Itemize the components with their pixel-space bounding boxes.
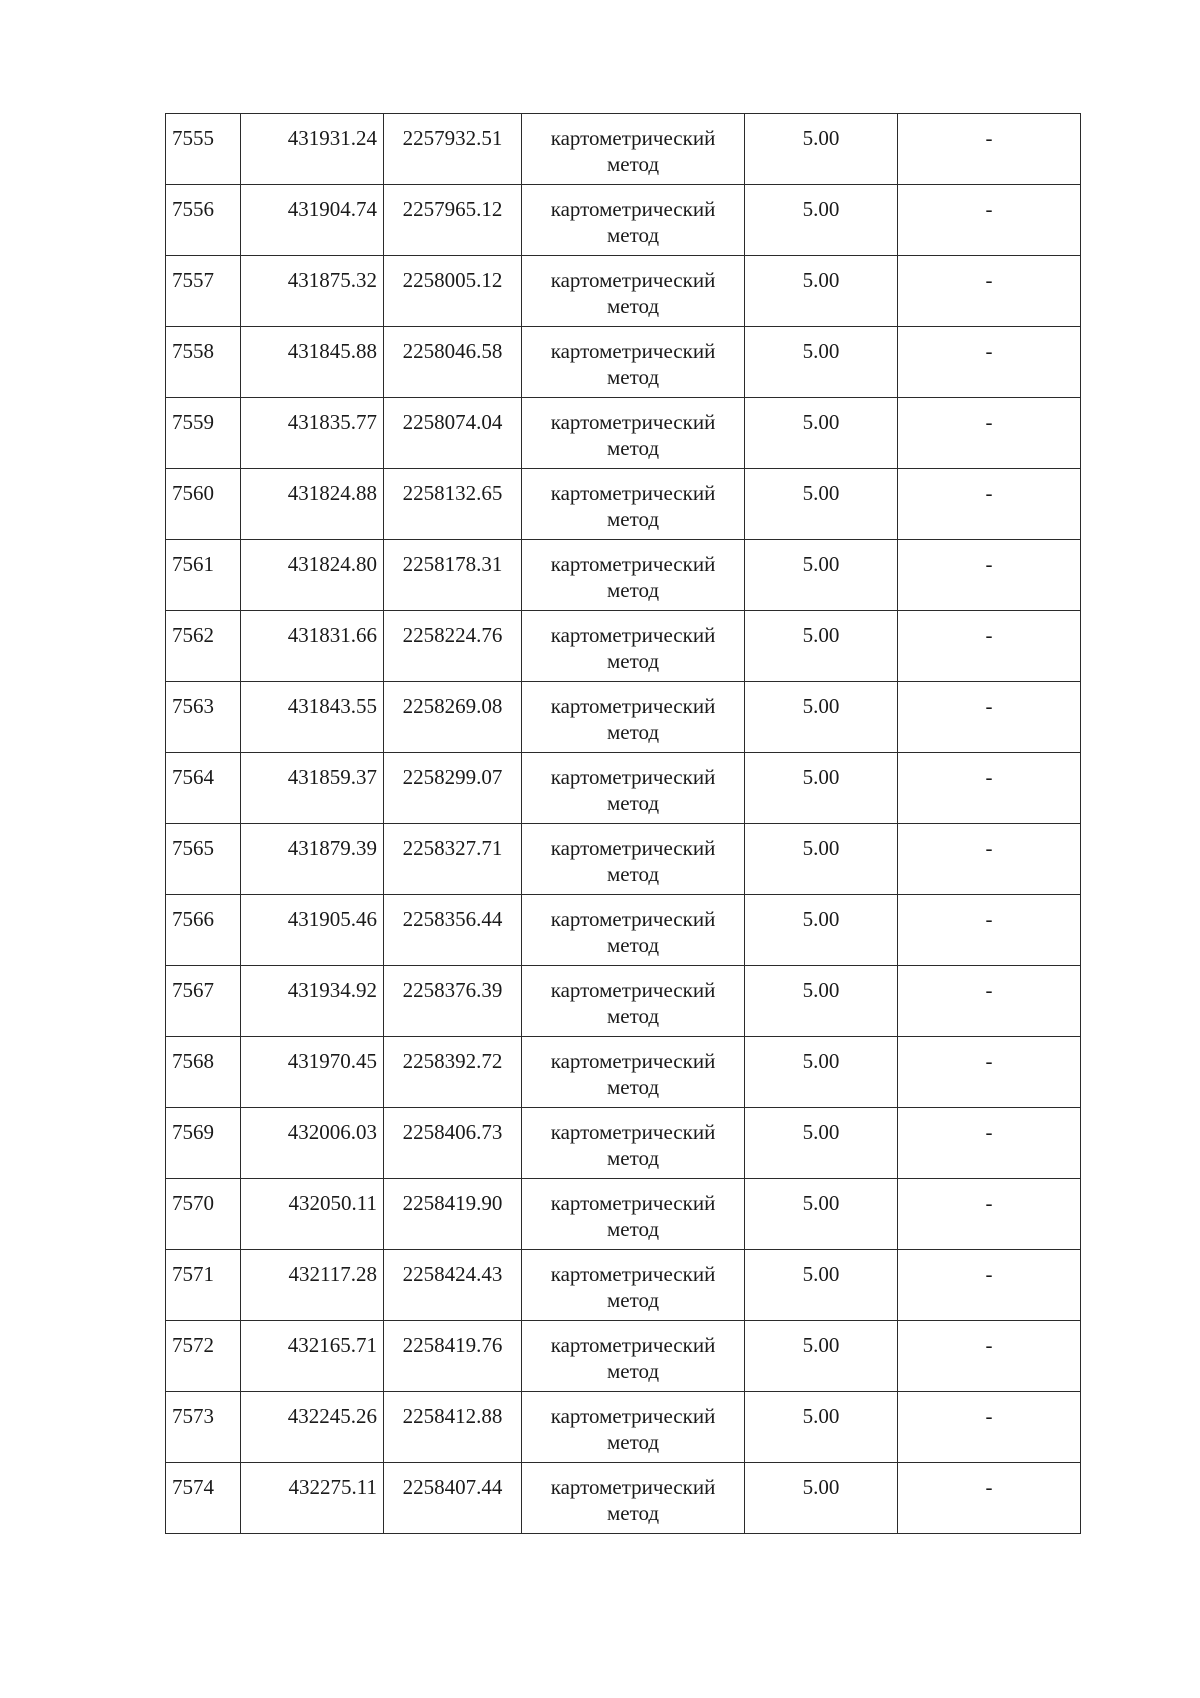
method-cell: картометрический метод — [522, 540, 745, 611]
x-coordinate-cell: 431879.39 — [241, 824, 384, 895]
point-number-cell: 7555 — [166, 114, 241, 185]
note-cell: - — [898, 1179, 1081, 1250]
table-row — [166, 1250, 1081, 1321]
point-number-cell: 7562 — [166, 611, 241, 682]
method-cell: картометрический метод — [522, 824, 745, 895]
method-cell: картометрический метод — [522, 1463, 745, 1534]
accuracy-cell: 5.00 — [745, 327, 898, 398]
accuracy-cell: 5.00 — [745, 895, 898, 966]
point-number-cell: 7573 — [166, 1392, 241, 1463]
x-coordinate-cell: 431824.80 — [241, 540, 384, 611]
x-coordinate-cell: 431970.45 — [241, 1037, 384, 1108]
method-cell: картометрический метод — [522, 1179, 745, 1250]
accuracy-cell: 5.00 — [745, 469, 898, 540]
note-cell: - — [898, 1463, 1081, 1534]
y-coordinate-cell: 2258376.39 — [384, 966, 522, 1037]
y-coordinate-cell: 2258074.04 — [384, 398, 522, 469]
y-coordinate-cell: 2258299.07 — [384, 753, 522, 824]
note-cell: - — [898, 327, 1081, 398]
point-number-cell: 7563 — [166, 682, 241, 753]
y-coordinate-cell: 2258178.31 — [384, 540, 522, 611]
table-row — [166, 1392, 1081, 1463]
y-coordinate-cell: 2258327.71 — [384, 824, 522, 895]
table-row — [166, 398, 1081, 469]
method-cell: картометрический метод — [522, 1321, 745, 1392]
note-cell: - — [898, 1321, 1081, 1392]
point-number-cell: 7564 — [166, 753, 241, 824]
y-coordinate-cell: 2258419.76 — [384, 1321, 522, 1392]
accuracy-cell: 5.00 — [745, 1250, 898, 1321]
y-coordinate-cell: 2258224.76 — [384, 611, 522, 682]
x-coordinate-cell: 432117.28 — [241, 1250, 384, 1321]
table-row — [166, 824, 1081, 895]
method-cell: картометрический метод — [522, 682, 745, 753]
method-cell: картометрический метод — [522, 185, 745, 256]
accuracy-cell: 5.00 — [745, 1392, 898, 1463]
note-cell: - — [898, 1250, 1081, 1321]
accuracy-cell: 5.00 — [745, 114, 898, 185]
table-row — [166, 1179, 1081, 1250]
table-row — [166, 469, 1081, 540]
accuracy-cell: 5.00 — [745, 682, 898, 753]
y-coordinate-cell: 2258424.43 — [384, 1250, 522, 1321]
point-number-cell: 7559 — [166, 398, 241, 469]
note-cell: - — [898, 114, 1081, 185]
point-number-cell: 7570 — [166, 1179, 241, 1250]
point-number-cell: 7566 — [166, 895, 241, 966]
method-cell: картометрический метод — [522, 256, 745, 327]
table-row — [166, 611, 1081, 682]
coordinates-table — [165, 113, 1081, 1534]
table-row — [166, 966, 1081, 1037]
y-coordinate-cell: 2258269.08 — [384, 682, 522, 753]
accuracy-cell: 5.00 — [745, 824, 898, 895]
note-cell: - — [898, 1392, 1081, 1463]
note-cell: - — [898, 398, 1081, 469]
point-number-cell: 7568 — [166, 1037, 241, 1108]
accuracy-cell: 5.00 — [745, 185, 898, 256]
note-cell: - — [898, 966, 1081, 1037]
coordinates-table-body — [166, 114, 1081, 1534]
table-row — [166, 327, 1081, 398]
accuracy-cell: 5.00 — [745, 1108, 898, 1179]
y-coordinate-cell: 2258132.65 — [384, 469, 522, 540]
accuracy-cell: 5.00 — [745, 256, 898, 327]
method-cell: картометрический метод — [522, 1392, 745, 1463]
method-cell: картометрический метод — [522, 1037, 745, 1108]
accuracy-cell: 5.00 — [745, 1463, 898, 1534]
table-row — [166, 540, 1081, 611]
table-row — [166, 1108, 1081, 1179]
table-row — [166, 185, 1081, 256]
x-coordinate-cell: 431824.88 — [241, 469, 384, 540]
y-coordinate-cell: 2258392.72 — [384, 1037, 522, 1108]
accuracy-cell: 5.00 — [745, 966, 898, 1037]
accuracy-cell: 5.00 — [745, 753, 898, 824]
point-number-cell: 7572 — [166, 1321, 241, 1392]
note-cell: - — [898, 895, 1081, 966]
note-cell: - — [898, 185, 1081, 256]
accuracy-cell: 5.00 — [745, 540, 898, 611]
table-row — [166, 1321, 1081, 1392]
x-coordinate-cell: 431875.32 — [241, 256, 384, 327]
method-cell: картометрический метод — [522, 1250, 745, 1321]
accuracy-cell: 5.00 — [745, 1321, 898, 1392]
method-cell: картометрический метод — [522, 895, 745, 966]
method-cell: картометрический метод — [522, 1108, 745, 1179]
y-coordinate-cell: 2258419.90 — [384, 1179, 522, 1250]
method-cell: картометрический метод — [522, 398, 745, 469]
point-number-cell: 7561 — [166, 540, 241, 611]
y-coordinate-cell: 2257965.12 — [384, 185, 522, 256]
method-cell: картометрический метод — [522, 327, 745, 398]
y-coordinate-cell: 2258407.44 — [384, 1463, 522, 1534]
x-coordinate-cell: 431904.74 — [241, 185, 384, 256]
x-coordinate-cell: 431859.37 — [241, 753, 384, 824]
x-coordinate-cell: 432050.11 — [241, 1179, 384, 1250]
accuracy-cell: 5.00 — [745, 1179, 898, 1250]
point-number-cell: 7557 — [166, 256, 241, 327]
point-number-cell: 7556 — [166, 185, 241, 256]
accuracy-cell: 5.00 — [745, 398, 898, 469]
note-cell: - — [898, 469, 1081, 540]
table-row — [166, 895, 1081, 966]
y-coordinate-cell: 2258356.44 — [384, 895, 522, 966]
method-cell: картометрический метод — [522, 753, 745, 824]
note-cell: - — [898, 1037, 1081, 1108]
x-coordinate-cell: 432165.71 — [241, 1321, 384, 1392]
table-row — [166, 682, 1081, 753]
method-cell: картометрический метод — [522, 114, 745, 185]
x-coordinate-cell: 432245.26 — [241, 1392, 384, 1463]
accuracy-cell: 5.00 — [745, 1037, 898, 1108]
x-coordinate-cell: 431831.66 — [241, 611, 384, 682]
point-number-cell: 7571 — [166, 1250, 241, 1321]
x-coordinate-cell: 431931.24 — [241, 114, 384, 185]
note-cell: - — [898, 256, 1081, 327]
point-number-cell: 7574 — [166, 1463, 241, 1534]
note-cell: - — [898, 753, 1081, 824]
note-cell: - — [898, 1108, 1081, 1179]
x-coordinate-cell: 431905.46 — [241, 895, 384, 966]
x-coordinate-cell: 432275.11 — [241, 1463, 384, 1534]
point-number-cell: 7558 — [166, 327, 241, 398]
note-cell: - — [898, 682, 1081, 753]
y-coordinate-cell: 2257932.51 — [384, 114, 522, 185]
method-cell: картометрический метод — [522, 966, 745, 1037]
x-coordinate-cell: 432006.03 — [241, 1108, 384, 1179]
x-coordinate-cell: 431934.92 — [241, 966, 384, 1037]
table-row — [166, 1463, 1081, 1534]
x-coordinate-cell: 431835.77 — [241, 398, 384, 469]
point-number-cell: 7567 — [166, 966, 241, 1037]
point-number-cell: 7565 — [166, 824, 241, 895]
point-number-cell: 7569 — [166, 1108, 241, 1179]
method-cell: картометрический метод — [522, 611, 745, 682]
x-coordinate-cell: 431845.88 — [241, 327, 384, 398]
table-row — [166, 114, 1081, 185]
y-coordinate-cell: 2258406.73 — [384, 1108, 522, 1179]
accuracy-cell: 5.00 — [745, 611, 898, 682]
table-row — [166, 256, 1081, 327]
note-cell: - — [898, 611, 1081, 682]
note-cell: - — [898, 824, 1081, 895]
table-row — [166, 1037, 1081, 1108]
note-cell: - — [898, 540, 1081, 611]
x-coordinate-cell: 431843.55 — [241, 682, 384, 753]
y-coordinate-cell: 2258412.88 — [384, 1392, 522, 1463]
y-coordinate-cell: 2258046.58 — [384, 327, 522, 398]
method-cell: картометрический метод — [522, 469, 745, 540]
table-row — [166, 753, 1081, 824]
point-number-cell: 7560 — [166, 469, 241, 540]
y-coordinate-cell: 2258005.12 — [384, 256, 522, 327]
